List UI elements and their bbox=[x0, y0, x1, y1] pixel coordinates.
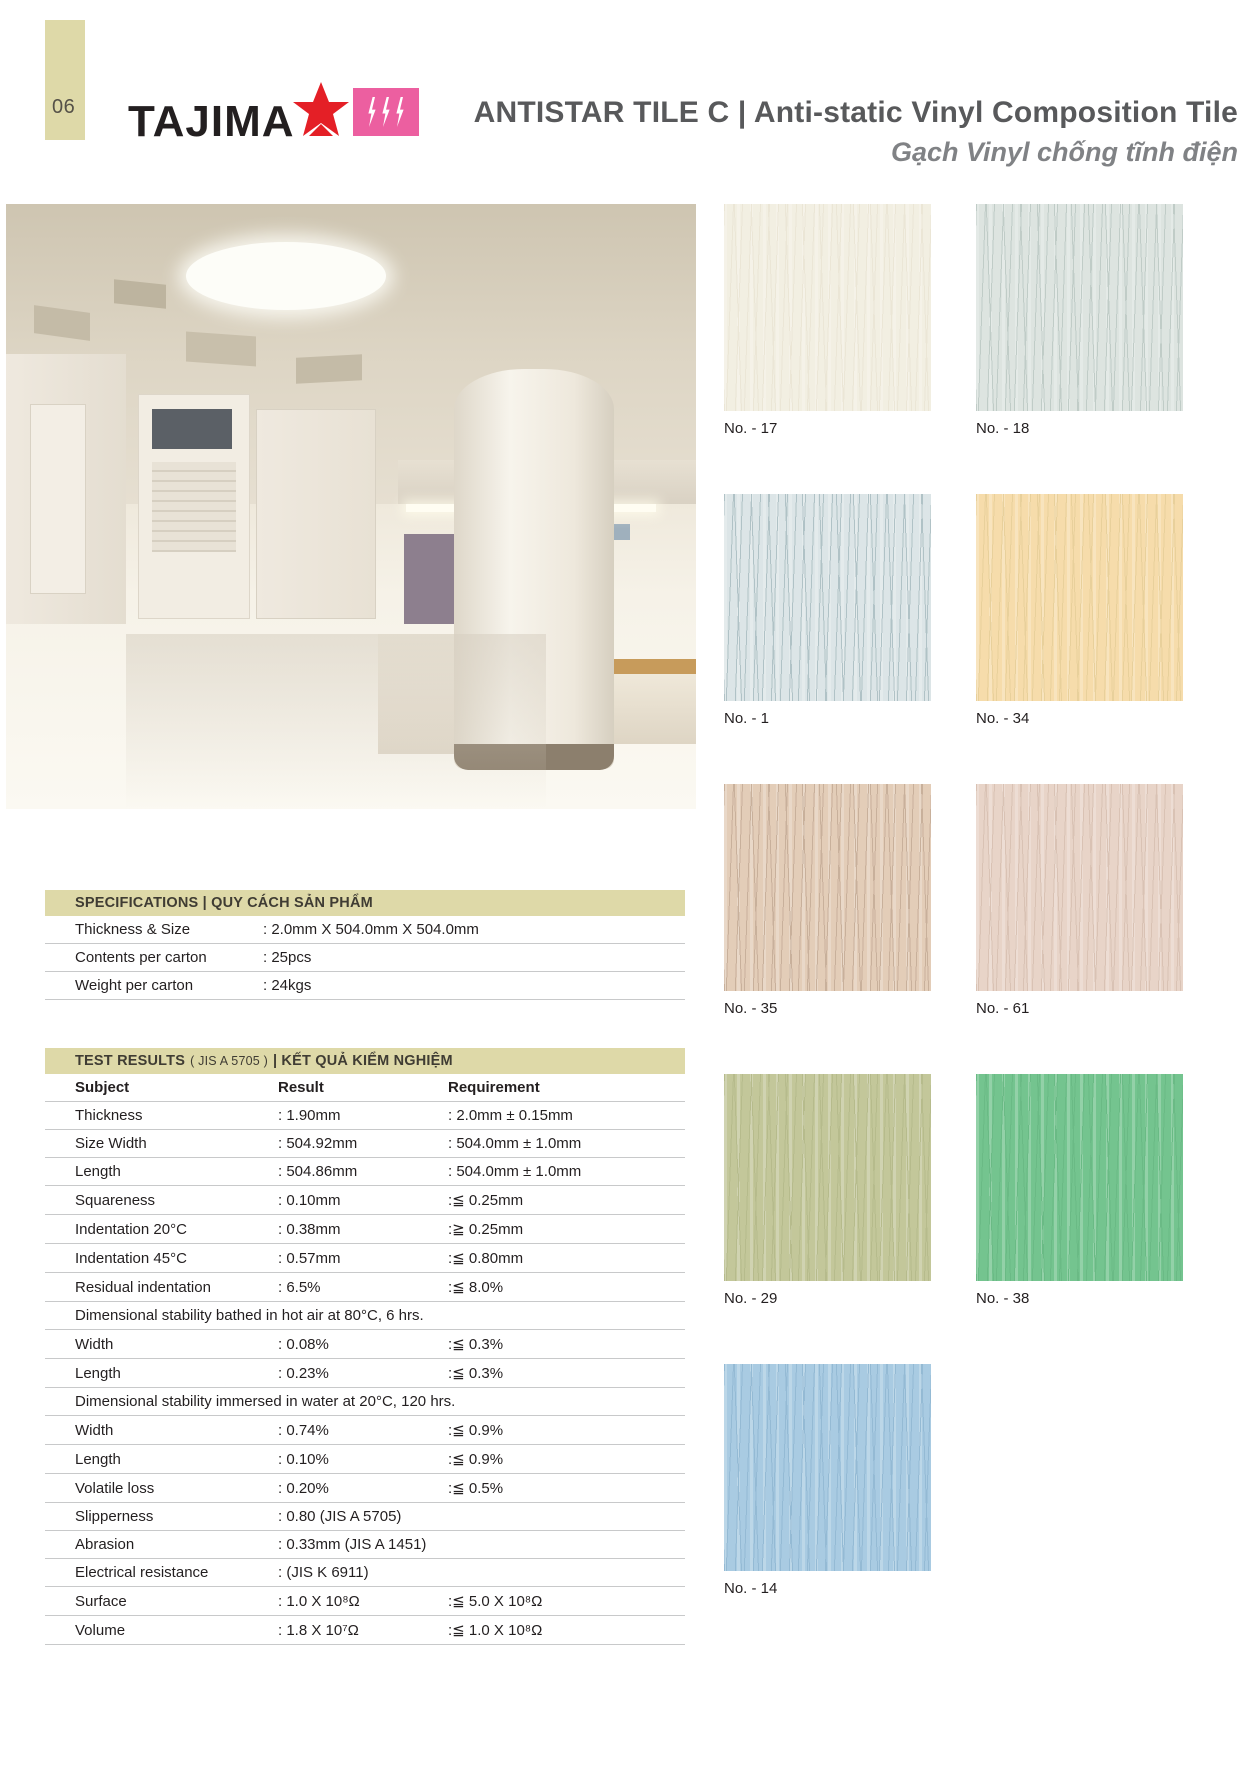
test-subject: Width bbox=[45, 1416, 270, 1445]
swatch-vein-texture bbox=[724, 1364, 931, 1571]
test-requirement: :≦ 0.25mm bbox=[440, 1186, 685, 1215]
test-requirement: : 504.0mm ± 1.0mm bbox=[440, 1158, 685, 1186]
test-result: : (JIS K 6911) bbox=[270, 1559, 440, 1587]
swatch-no-14 bbox=[724, 1364, 931, 1597]
swatch-vein-texture bbox=[976, 204, 1183, 411]
photo-panel-grid bbox=[152, 462, 236, 552]
table-row bbox=[45, 916, 685, 944]
spec-value: : 24kgs bbox=[255, 972, 685, 1000]
test-results-header bbox=[45, 1048, 685, 1074]
test-requirement: :≦ 1.0 X 10⁸Ω bbox=[440, 1616, 685, 1645]
swatch-no-61-label: No. - 61 bbox=[976, 1000, 1030, 1017]
test-requirement bbox=[440, 1503, 685, 1531]
test-result: : 0.38mm bbox=[270, 1215, 440, 1244]
test-requirement: :≦ 0.9% bbox=[440, 1445, 685, 1474]
table-row bbox=[45, 1130, 685, 1158]
swatch-vein-texture bbox=[724, 1074, 931, 1281]
test-subject: Surface bbox=[45, 1587, 270, 1616]
swatch-no-29-image bbox=[724, 1074, 931, 1281]
specifications-table bbox=[45, 916, 685, 1000]
table-row bbox=[45, 1531, 685, 1559]
swatch-no-38-image bbox=[976, 1074, 1183, 1281]
test-requirement: : 504.0mm ± 1.0mm bbox=[440, 1130, 685, 1158]
photo-mid-door bbox=[256, 409, 376, 619]
photo-floor-reflection bbox=[126, 634, 546, 809]
test-subject: Length bbox=[45, 1445, 270, 1474]
page-header bbox=[0, 0, 1258, 196]
table-row bbox=[45, 1302, 685, 1330]
swatch-vein-texture bbox=[976, 784, 1183, 991]
test-requirement bbox=[440, 1531, 685, 1559]
table-row bbox=[45, 1559, 685, 1587]
table-row bbox=[45, 1388, 685, 1416]
product-title-vi: Gạch Vinyl chống tĩnh điện bbox=[890, 137, 1238, 167]
test-requirement: :≧ 0.25mm bbox=[440, 1215, 685, 1244]
swatch-vein-texture bbox=[724, 494, 931, 701]
column-header: Subject bbox=[45, 1074, 270, 1102]
test-subject: Abrasion bbox=[45, 1531, 270, 1559]
test-result: : 0.33mm (JIS A 1451) bbox=[270, 1531, 440, 1559]
table-row bbox=[45, 1186, 685, 1215]
test-result: : 0.10mm bbox=[270, 1186, 440, 1215]
swatch-no-34-label: No. - 34 bbox=[976, 710, 1030, 727]
test-result: : 504.92mm bbox=[270, 1130, 440, 1158]
swatch-vein-texture bbox=[976, 494, 1183, 701]
test-result: : 0.20% bbox=[270, 1474, 440, 1503]
test-subheading: Dimensional stability bathed in hot air at 80°C, 6 hrs. bbox=[45, 1302, 685, 1330]
swatch-no-38-label: No. - 38 bbox=[976, 1290, 1030, 1307]
table-row bbox=[45, 1244, 685, 1273]
test-results-title-vi: | KẾT QUẢ KIỂM NGHIỆM bbox=[272, 1053, 453, 1069]
test-subject: Residual indentation bbox=[45, 1273, 270, 1302]
table-row bbox=[45, 1273, 685, 1302]
table-row bbox=[45, 972, 685, 1000]
table-row bbox=[45, 1587, 685, 1616]
swatch-no-1-image bbox=[724, 494, 931, 701]
swatch-no-1 bbox=[724, 494, 931, 727]
test-result: : 0.23% bbox=[270, 1359, 440, 1388]
test-requirement: :≦ 5.0 X 10⁸Ω bbox=[440, 1587, 685, 1616]
table-row bbox=[45, 1330, 685, 1359]
swatch-no-35-image bbox=[724, 784, 931, 991]
swatch-no-18-image bbox=[976, 204, 1183, 411]
spec-value: : 2.0mm X 504.0mm X 504.0mm bbox=[255, 916, 685, 944]
test-requirement bbox=[440, 1559, 685, 1587]
test-subject: Thickness bbox=[45, 1102, 270, 1130]
test-results-section bbox=[45, 1048, 685, 1645]
swatch-no-29 bbox=[724, 1074, 931, 1307]
swatch-no-1-label: No. - 1 bbox=[724, 710, 770, 727]
photo-ceiling-vent bbox=[186, 332, 256, 367]
test-result: : 6.5% bbox=[270, 1273, 440, 1302]
test-subject: Slipperness bbox=[45, 1503, 270, 1531]
swatch-no-34 bbox=[976, 494, 1183, 727]
test-requirement: :≦ 0.5% bbox=[440, 1474, 685, 1503]
swatch-no-14-image bbox=[724, 1364, 931, 1571]
test-subject: Indentation 20°C bbox=[45, 1215, 270, 1244]
interior-hospital-corridor-photo bbox=[6, 204, 696, 809]
test-result: : 1.8 X 10⁷Ω bbox=[270, 1616, 440, 1645]
test-subject: Width bbox=[45, 1330, 270, 1359]
brand-logo bbox=[128, 97, 295, 156]
test-requirement: :≦ 0.3% bbox=[440, 1359, 685, 1388]
brand-wordmark: TAJIMA bbox=[128, 97, 295, 146]
test-result: : 0.10% bbox=[270, 1445, 440, 1474]
table-row bbox=[45, 1215, 685, 1244]
swatch-no-29-label: No. - 29 bbox=[724, 1290, 778, 1307]
test-requirement: :≦ 8.0% bbox=[440, 1273, 685, 1302]
photo-panel-screen bbox=[152, 409, 232, 449]
test-requirement: :≦ 0.9% bbox=[440, 1416, 685, 1445]
table-row bbox=[45, 1503, 685, 1531]
swatch-vein-texture bbox=[976, 1074, 1183, 1281]
test-results-table bbox=[45, 1074, 685, 1645]
test-subject: Squareness bbox=[45, 1186, 270, 1215]
swatch-no-17 bbox=[724, 204, 931, 437]
page-number-label: 06 bbox=[52, 96, 76, 118]
header-titles bbox=[338, 95, 1238, 171]
table-row bbox=[45, 1616, 685, 1645]
swatch-no-18-label: No. - 18 bbox=[976, 420, 1030, 437]
test-result: : 0.08% bbox=[270, 1330, 440, 1359]
test-result: : 0.57mm bbox=[270, 1244, 440, 1273]
table-row bbox=[45, 1474, 685, 1503]
swatch-no-17-label: No. - 17 bbox=[724, 420, 778, 437]
test-result: : 1.90mm bbox=[270, 1102, 440, 1130]
page-number-tab bbox=[45, 20, 85, 140]
table-row bbox=[45, 1158, 685, 1186]
product-title-en: ANTISTAR TILE C | Anti-static Vinyl Composition Tile bbox=[473, 96, 1238, 129]
swatch-vein-texture bbox=[724, 204, 931, 411]
table-row bbox=[45, 1445, 685, 1474]
spec-subject: Weight per carton bbox=[45, 972, 255, 1000]
test-result: : 504.86mm bbox=[270, 1158, 440, 1186]
test-subject: Electrical resistance bbox=[45, 1559, 270, 1587]
test-subject: Size Width bbox=[45, 1130, 270, 1158]
swatch-no-18 bbox=[976, 204, 1183, 437]
photo-ceiling-vent bbox=[296, 354, 362, 383]
photo-left-door bbox=[30, 404, 86, 594]
photo-ceiling-light bbox=[186, 242, 386, 310]
test-result: : 0.74% bbox=[270, 1416, 440, 1445]
test-subject: Volatile loss bbox=[45, 1474, 270, 1503]
swatch-no-34-image bbox=[976, 494, 1183, 701]
test-requirement: :≦ 0.3% bbox=[440, 1330, 685, 1359]
test-results-standard: ( JIS A 5705 ) bbox=[190, 1054, 268, 1068]
test-subject: Length bbox=[45, 1158, 270, 1186]
swatch-no-61-image bbox=[976, 784, 1183, 991]
column-header: Result bbox=[270, 1074, 440, 1102]
swatch-no-35-label: No. - 35 bbox=[724, 1000, 778, 1017]
table-header-row bbox=[45, 1074, 685, 1102]
test-result: : 1.0 X 10⁸Ω bbox=[270, 1587, 440, 1616]
swatch-no-38 bbox=[976, 1074, 1183, 1307]
table-row bbox=[45, 944, 685, 972]
test-subheading: Dimensional stability immersed in water at 20°C, 120 hrs. bbox=[45, 1388, 685, 1416]
swatch-no-35 bbox=[724, 784, 931, 1017]
specifications-header: SPECIFICATIONS | QUY CÁCH SẢN PHẨM bbox=[45, 890, 685, 916]
swatch-no-61 bbox=[976, 784, 1183, 1017]
test-requirement: : 2.0mm ± 0.15mm bbox=[440, 1102, 685, 1130]
table-row bbox=[45, 1416, 685, 1445]
test-result: : 0.80 (JIS A 5705) bbox=[270, 1503, 440, 1531]
test-subject: Volume bbox=[45, 1616, 270, 1645]
test-results-title: TEST RESULTS bbox=[75, 1053, 186, 1069]
table-row bbox=[45, 1359, 685, 1388]
test-subject: Indentation 45°C bbox=[45, 1244, 270, 1273]
test-requirement: :≦ 0.80mm bbox=[440, 1244, 685, 1273]
spec-subject: Contents per carton bbox=[45, 944, 255, 972]
swatch-no-17-image bbox=[724, 204, 931, 411]
test-subject: Length bbox=[45, 1359, 270, 1388]
spec-subject: Thickness & Size bbox=[45, 916, 255, 944]
column-header: Requirement bbox=[440, 1074, 685, 1102]
table-row bbox=[45, 1102, 685, 1130]
spec-value: : 25pcs bbox=[255, 944, 685, 972]
swatch-no-14-label: No. - 14 bbox=[724, 1580, 778, 1597]
specifications-section bbox=[45, 890, 685, 1000]
swatch-vein-texture bbox=[724, 784, 931, 991]
